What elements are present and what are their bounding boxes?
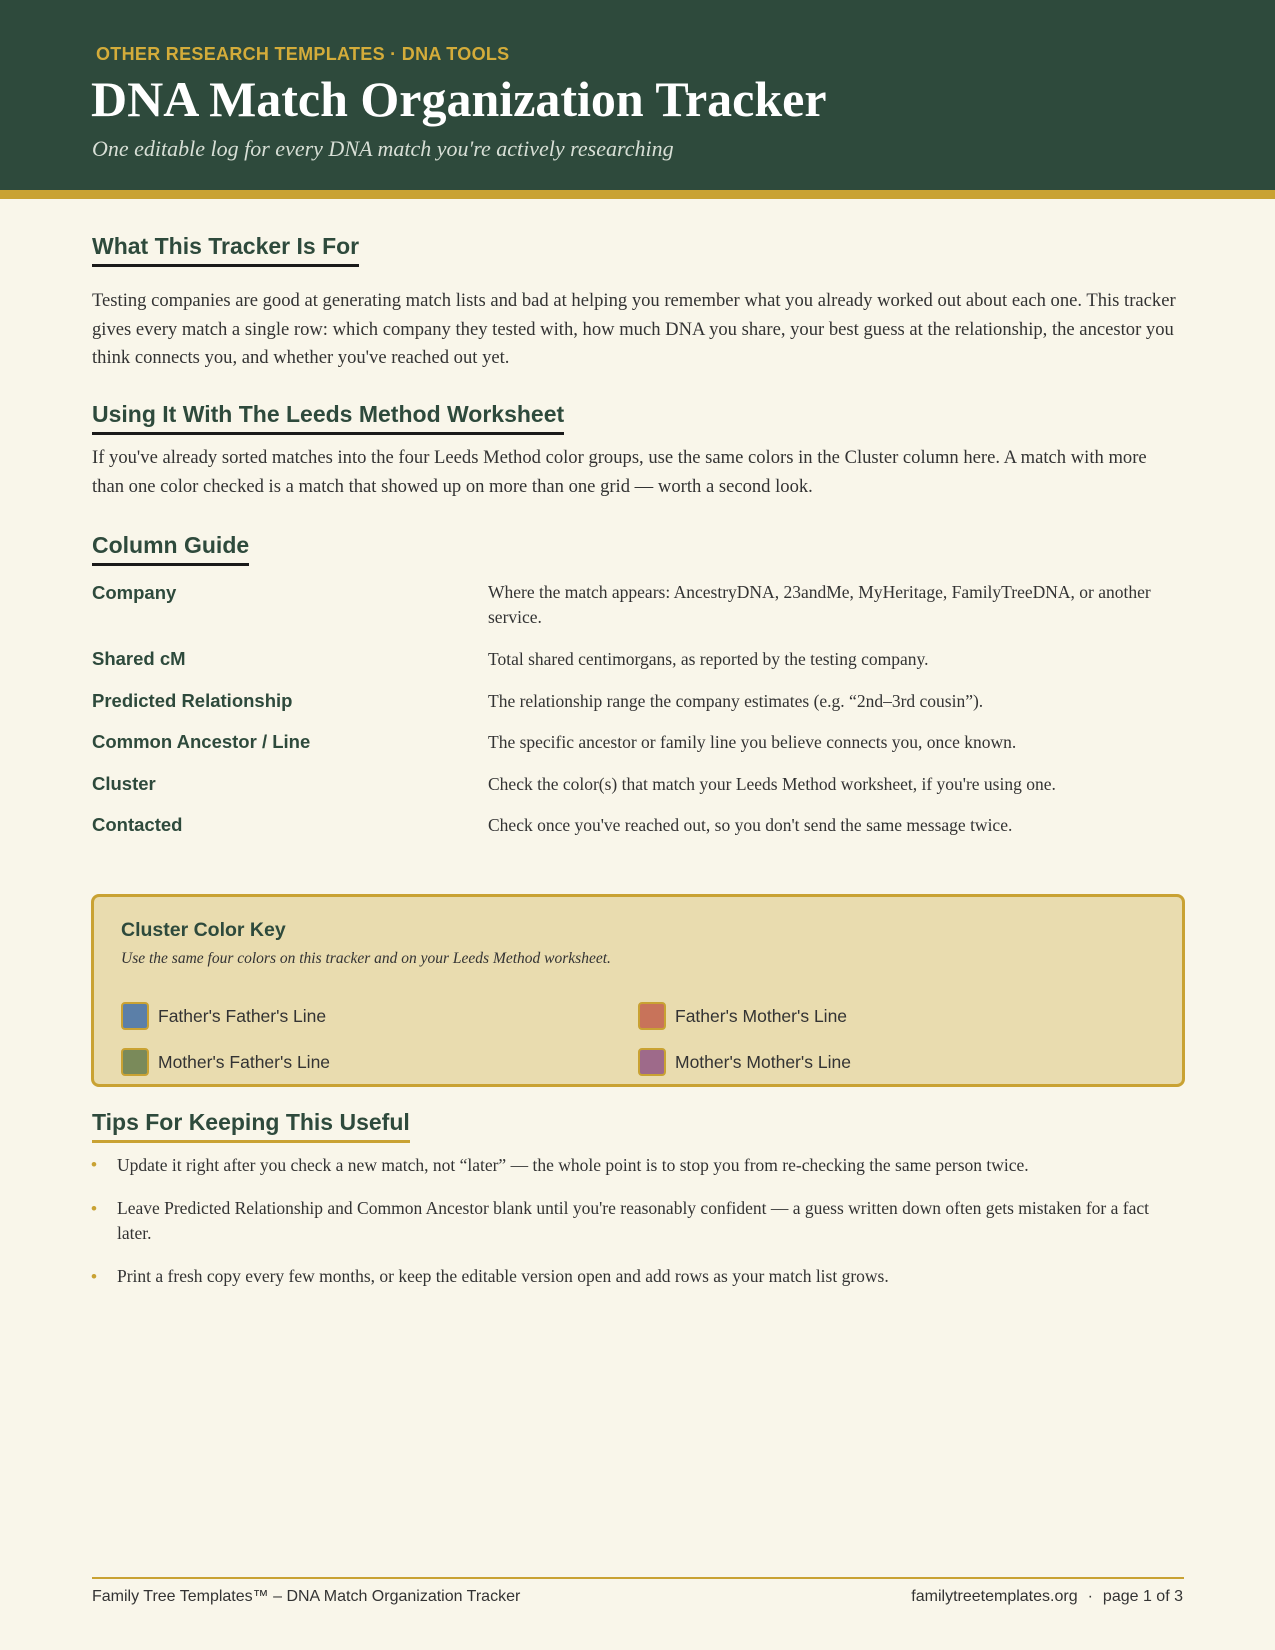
- key-label: Father's Father's Line: [158, 1006, 327, 1026]
- guide-definition: The relationship range the company estimates (e.g. “2nd–3rd cousin”).: [488, 691, 984, 711]
- page-title: DNA Match Organization Tracker: [91, 71, 827, 127]
- section-heading-leeds: Using It With The Leeds Method Worksheet: [92, 400, 564, 435]
- color-swatch-fathers-father: [121, 1002, 149, 1030]
- footer-divider: [92, 1577, 1184, 1579]
- key-note: Use the same four colors on this tracker and on your Leeds Method worksheet.: [121, 950, 611, 967]
- cluster-color-key: [91, 894, 1185, 1087]
- color-swatch-mothers-mother: [638, 1048, 666, 1076]
- guide-term: Common Ancestor / Line: [92, 731, 311, 752]
- key-label: Father's Mother's Line: [675, 1006, 848, 1026]
- footer-separator: ·: [1087, 1588, 1093, 1605]
- guide-definition: Check the color(s) that match your Leeds Method worksheet, if you're using one.: [488, 774, 1056, 794]
- guide-term: Cluster: [92, 773, 156, 794]
- page-number: page 1 of 3: [1102, 1588, 1183, 1605]
- guide-definition: Total shared centimorgans, as reported by the testing company.: [488, 649, 929, 669]
- footer-meta: [911, 1588, 1183, 1606]
- header-banner: [0, 0, 1275, 199]
- guide-term: Shared cM: [92, 648, 186, 669]
- guide-definition: The specific ancestor or family line you believe connects you, once known.: [488, 732, 1017, 752]
- guide-definition: Where the match appears: AncestryDNA, 23andMe, MyHeritage, FamilyTreeDNA, or another service.: [488, 582, 1151, 627]
- section-heading-tips: Tips For Keeping This Useful: [92, 1108, 410, 1143]
- section-body-leeds: If you've already sorted matches into the four Leeds Method color groups, use the same colors in the Cluster column here. A match with more than one color checked is a match that showed up on more than one grid — worth a second look.: [92, 447, 1147, 497]
- footer-credit: Family Tree Templates™ – DNA Match Organization Tracker: [92, 1588, 521, 1605]
- bullet-icon: •: [91, 1267, 97, 1286]
- guide-term: Company: [92, 582, 177, 603]
- bullet-icon: •: [91, 1199, 97, 1218]
- list-item: Update it right after you check a new match, not “later” — the whole point is to stop you from re-checking the same person twice.: [117, 1155, 1029, 1175]
- list-item: Print a fresh copy every few months, or keep the editable version open and add rows as your match list grows.: [117, 1266, 889, 1286]
- guide-term: Predicted Relationship: [92, 690, 293, 711]
- color-swatch-mothers-father: [121, 1048, 149, 1076]
- section-body-purpose: Testing companies are good at generating match lists and bad at helping you remember what you already worked out about each one. This tracker gives every match a single row: which company they tested with, how much DNA you share, your best guess at the relationship, the ancestor you think connects you, and whether you've reached out yet.: [92, 290, 1176, 368]
- key-label: Mother's Mother's Line: [675, 1052, 851, 1072]
- color-swatch-fathers-mother: [638, 1002, 666, 1030]
- page-subtitle: One editable log for every DNA match you're actively researching: [92, 136, 674, 161]
- key-title: Cluster Color Key: [121, 919, 286, 941]
- category-eyebrow: OTHER RESEARCH TEMPLATES · DNA TOOLS: [96, 44, 510, 64]
- list-item: Leave Predicted Relationship and Common Ancestor blank until you're reasonably confident — a guess written down often gets mistaken for a fact later.: [117, 1198, 1149, 1243]
- section-heading-column-guide: Column Guide: [92, 531, 249, 566]
- key-label: Mother's Father's Line: [158, 1052, 331, 1072]
- bullet-icon: •: [91, 1155, 97, 1174]
- section-heading-purpose: What This Tracker Is For: [92, 232, 359, 267]
- guide-definition: Check once you've reached out, so you don't send the same message twice.: [488, 815, 1013, 835]
- footer-site: familytreetemplates.org: [911, 1588, 1078, 1605]
- guide-term: Contacted: [92, 814, 183, 835]
